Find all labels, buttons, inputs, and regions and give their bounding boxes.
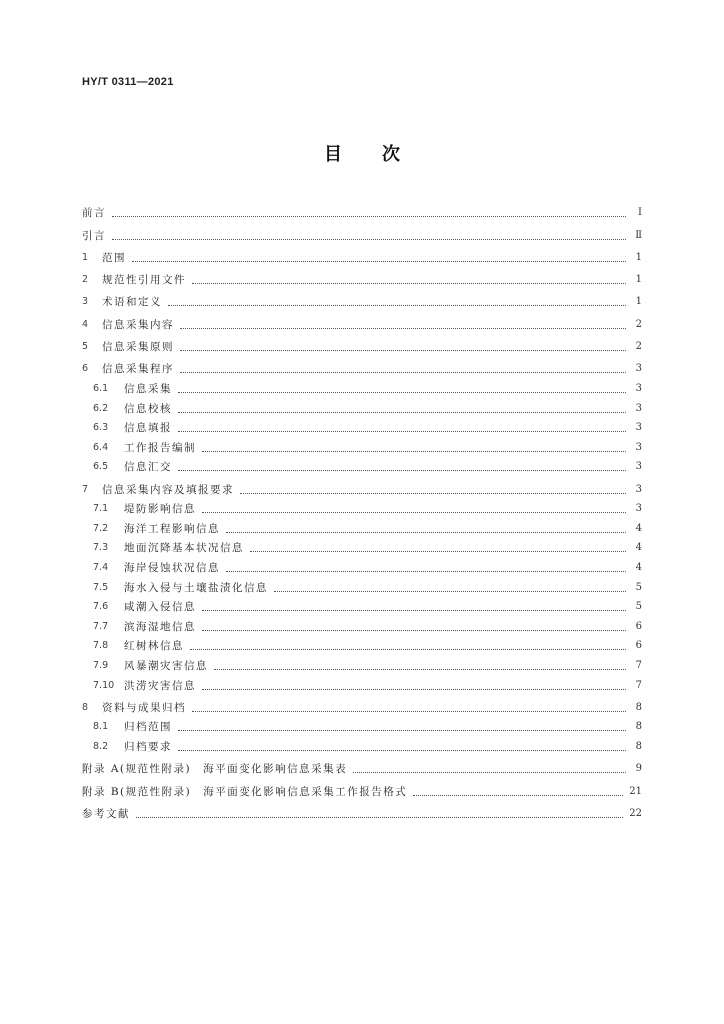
toc-entry-title: 地面沉降基本状况信息 xyxy=(124,542,244,555)
toc-entry[interactable] xyxy=(82,673,642,693)
leader-dots xyxy=(180,328,626,329)
toc-entry-page: 22 xyxy=(629,807,642,819)
toc-entry[interactable] xyxy=(82,776,642,798)
leader-dots xyxy=(136,817,623,818)
toc-entry-page: 3 xyxy=(635,503,642,515)
title-char-1: 目 xyxy=(324,144,342,165)
leader-dots xyxy=(226,532,626,533)
toc-entry-number: 8 xyxy=(82,701,89,713)
toc-entry[interactable] xyxy=(82,354,642,376)
toc-entry-title: 前言 xyxy=(82,207,106,220)
toc-entry-title: 海水入侵与土壤盐渍化信息 xyxy=(124,581,268,594)
toc-entry-title: 海洋工程影响信息 xyxy=(124,522,220,535)
toc-entry-number: 7.9 xyxy=(93,659,109,671)
toc-entry[interactable] xyxy=(82,435,642,455)
toc-entry-page: I xyxy=(638,207,642,219)
toc-entry-page: 3 xyxy=(635,441,642,453)
toc-entry-number: 2 xyxy=(82,274,89,286)
leader-dots xyxy=(202,630,626,631)
toc-entry[interactable] xyxy=(82,474,642,496)
toc-entry-number: 6.4 xyxy=(93,441,109,453)
toc-entry-page: 8 xyxy=(635,701,642,713)
toc-entry-title: 规范性引用文件 xyxy=(102,274,186,287)
toc-entry-page: 3 xyxy=(635,422,642,434)
leader-dots xyxy=(214,669,626,670)
leader-dots xyxy=(178,470,626,471)
toc-entry-title: 范围 xyxy=(102,251,126,264)
toc-entry-number: 7.7 xyxy=(93,620,109,632)
toc-entry-title: 附录 A(规范性附录) 海平面变化影响信息采集表 xyxy=(82,763,348,776)
toc-entry-title: 信息采集程序 xyxy=(102,363,174,376)
leader-dots xyxy=(413,795,623,796)
toc-entry-page: 3 xyxy=(635,363,642,375)
toc-entry-number: 7.1 xyxy=(93,503,109,515)
toc-entry-number: 5 xyxy=(82,341,89,353)
toc-entry[interactable] xyxy=(82,634,642,654)
leader-dots xyxy=(132,261,626,262)
toc-entry[interactable] xyxy=(82,265,642,287)
toc-entry-title: 术语和定义 xyxy=(102,296,162,309)
toc-entry-title: 引言 xyxy=(82,229,106,242)
leader-dots xyxy=(240,493,626,494)
toc-entry-title: 洪涝灾害信息 xyxy=(124,679,196,692)
leader-dots xyxy=(353,772,626,773)
toc-entry[interactable] xyxy=(82,715,642,735)
leader-dots xyxy=(202,512,626,513)
toc-entry-title: 风暴潮灾害信息 xyxy=(124,659,208,672)
toc-entry-number: 7.8 xyxy=(93,640,109,652)
toc-entry[interactable] xyxy=(82,516,642,536)
leader-dots xyxy=(112,216,626,217)
toc-entry[interactable] xyxy=(82,799,642,821)
toc-entry[interactable] xyxy=(82,332,642,354)
toc-entry-page: 1 xyxy=(635,296,642,308)
leader-dots xyxy=(178,431,626,432)
leader-dots xyxy=(192,283,626,284)
leader-dots xyxy=(178,392,626,393)
leader-dots xyxy=(178,412,626,413)
toc-entry-page: 8 xyxy=(635,721,642,733)
toc-entry-page: 6 xyxy=(635,620,642,632)
toc-entry-title: 参考文献 xyxy=(82,807,130,820)
toc-entry-page: 4 xyxy=(635,542,642,554)
toc-entry[interactable] xyxy=(82,198,642,220)
toc-entry[interactable] xyxy=(82,416,642,436)
toc-entry-page: 21 xyxy=(629,785,642,797)
toc-entry-page: 9 xyxy=(635,763,642,775)
toc-entry-page: 8 xyxy=(635,741,642,753)
toc-entry-title: 信息校核 xyxy=(124,402,172,415)
toc-entry-title: 信息采集 xyxy=(124,382,172,395)
toc-entry[interactable] xyxy=(82,734,642,754)
toc-entry[interactable] xyxy=(82,693,642,715)
toc-entry[interactable] xyxy=(82,455,642,475)
toc-entry-page: 7 xyxy=(635,679,642,691)
toc-entry[interactable] xyxy=(82,287,642,309)
standard-code: HY/T 0311—2021 xyxy=(82,76,174,88)
toc-entry[interactable] xyxy=(82,497,642,517)
toc-entry-title: 红树林信息 xyxy=(124,640,184,653)
toc-entry-number: 7.5 xyxy=(93,581,109,593)
leader-dots xyxy=(274,591,626,592)
toc-entry[interactable] xyxy=(82,220,642,242)
toc-entry-page: Ⅱ xyxy=(635,229,642,241)
toc-entry[interactable] xyxy=(82,653,642,673)
toc-entry-number: 6.3 xyxy=(93,422,109,434)
toc-entry-page: 4 xyxy=(635,522,642,534)
toc-entry[interactable] xyxy=(82,309,642,331)
toc-entry[interactable] xyxy=(82,614,642,634)
toc-entry-title: 信息采集内容及填报要求 xyxy=(102,483,234,496)
toc-entry-number: 8.2 xyxy=(93,741,109,753)
toc-entry-number: 6 xyxy=(82,363,89,375)
toc-entry-number: 7.4 xyxy=(93,562,109,574)
toc-entry-title: 信息采集内容 xyxy=(102,318,174,331)
toc-entry-title: 资料与成果归档 xyxy=(102,701,186,714)
toc-entry-page: 5 xyxy=(635,581,642,593)
toc-entry-number: 3 xyxy=(82,296,89,308)
toc-entry[interactable] xyxy=(82,243,642,265)
leader-dots xyxy=(168,305,626,306)
leader-dots xyxy=(250,551,626,552)
toc-entry-title: 滨海湿地信息 xyxy=(124,620,196,633)
leader-dots xyxy=(178,730,626,731)
toc-entry-number: 6.2 xyxy=(93,402,109,414)
toc-entry-number: 7.2 xyxy=(93,522,109,534)
toc-entry-number: 7.3 xyxy=(93,542,109,554)
leader-dots xyxy=(190,649,626,650)
toc-entry-page: 1 xyxy=(635,251,642,263)
toc-entry-page: 3 xyxy=(635,461,642,473)
leader-dots xyxy=(226,571,626,572)
toc-entry-title: 归档要求 xyxy=(124,741,172,754)
leader-dots xyxy=(180,372,626,373)
toc-entry-title: 海岸侵蚀状况信息 xyxy=(124,562,220,575)
toc-entry-title: 工作报告编制 xyxy=(124,441,196,454)
leader-dots xyxy=(202,451,626,452)
toc-entry[interactable] xyxy=(82,396,642,416)
toc-entry[interactable] xyxy=(82,555,642,575)
title-char-2: 次 xyxy=(382,144,400,165)
toc-entry-page: 6 xyxy=(635,640,642,652)
toc-entry-number: 7 xyxy=(82,483,89,495)
leader-dots xyxy=(202,689,626,690)
toc-entry[interactable] xyxy=(82,595,642,615)
toc-entry-number: 7.6 xyxy=(93,601,109,613)
toc-entry-page: 7 xyxy=(635,659,642,671)
toc-entry-number: 4 xyxy=(82,318,89,330)
page-title xyxy=(0,140,724,166)
toc-entry[interactable] xyxy=(82,575,642,595)
leader-dots xyxy=(192,711,626,712)
leader-dots xyxy=(180,350,626,351)
leader-dots xyxy=(112,239,626,240)
toc-entry-page: 2 xyxy=(635,341,642,353)
toc-entry-page: 3 xyxy=(635,402,642,414)
toc-entry-title: 信息汇交 xyxy=(124,461,172,474)
leader-dots xyxy=(178,750,626,751)
toc-entry-number: 8.1 xyxy=(93,721,109,733)
table-of-contents xyxy=(82,198,642,821)
toc-entry-title: 信息采集原则 xyxy=(102,341,174,354)
toc-entry-page: 1 xyxy=(635,274,642,286)
toc-entry-page: 4 xyxy=(635,562,642,574)
leader-dots xyxy=(202,610,626,611)
toc-entry-number: 6.5 xyxy=(93,461,109,473)
toc-entry[interactable] xyxy=(82,754,642,776)
toc-entry-title: 咸潮入侵信息 xyxy=(124,601,196,614)
toc-entry-number: 6.1 xyxy=(93,382,109,394)
toc-entry-title: 堤防影响信息 xyxy=(124,503,196,516)
toc-entry-page: 5 xyxy=(635,601,642,613)
toc-entry-page: 2 xyxy=(635,318,642,330)
toc-entry-title: 附录 B(规范性附录) 海平面变化影响信息采集工作报告格式 xyxy=(82,785,408,798)
toc-entry-title: 归档范围 xyxy=(124,721,172,734)
toc-entry-number: 7.10 xyxy=(93,679,115,691)
toc-entry-page: 3 xyxy=(635,483,642,495)
toc-entry-title: 信息填报 xyxy=(124,422,172,435)
toc-entry-page: 3 xyxy=(635,382,642,394)
toc-entry[interactable] xyxy=(82,536,642,556)
toc-entry[interactable] xyxy=(82,376,642,396)
toc-entry-number: 1 xyxy=(82,251,89,263)
